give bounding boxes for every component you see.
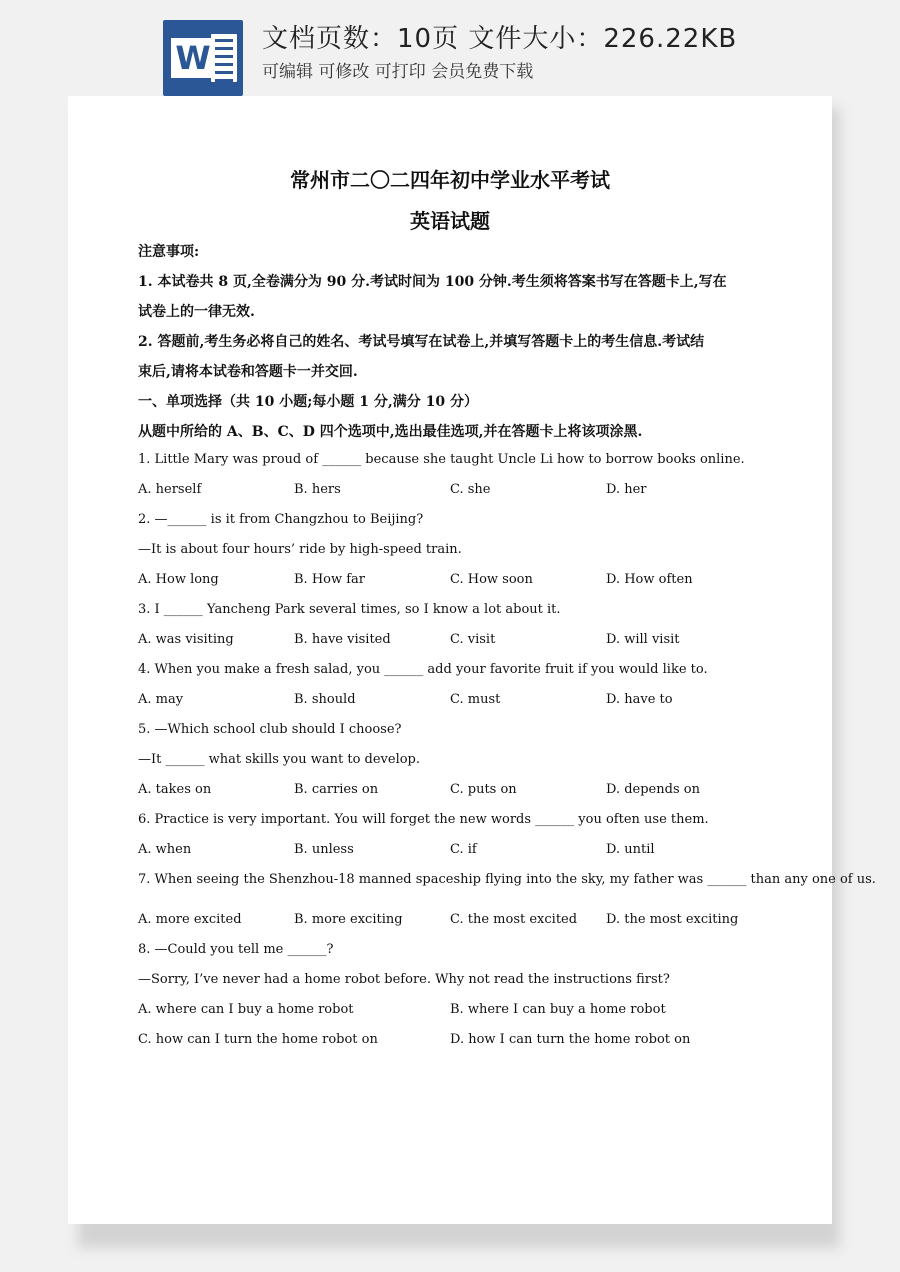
- question-8-stem: 8. —Could you tell me ______?: [138, 942, 334, 957]
- exam-subject: 英语试题: [410, 209, 490, 233]
- exam-title: 常州市二〇二四年初中学业水平考试: [290, 168, 610, 192]
- question-2-option-b: B. How far: [294, 572, 366, 587]
- question-2-option-c: C. How soon: [450, 572, 533, 587]
- question-4-option-a: A. may: [138, 692, 184, 707]
- question-7-option-d: D. the most exciting: [606, 912, 739, 927]
- question-5-answer-line: —It ______ what skills you want to develop.: [138, 752, 421, 767]
- word-document-icon: [163, 20, 243, 96]
- question-8-answer-line: —Sorry, I’ve never had a home robot before. Why not read the instructions first?: [138, 972, 670, 987]
- section-1-instructions: 从题中所给的 A、B、C、D 四个选项中,选出最佳选项,并在答题卡上将该项涂黑.: [138, 424, 643, 440]
- question-2-option-a: A. How long: [138, 572, 219, 587]
- question-3-option-d: D. will visit: [606, 632, 680, 647]
- question-1-option-d: D. her: [606, 482, 647, 497]
- question-7-option-c: C. the most excited: [450, 912, 578, 927]
- notice-heading: 注意事项:: [138, 244, 200, 260]
- section-1-heading: 一、单项选择（共 10 小题;每小题 1 分,满分 10 分）: [138, 394, 478, 410]
- document-page: [68, 96, 876, 1224]
- question-1-option-b: B. hers: [294, 482, 341, 497]
- question-2-answer-line: —It is about four hours’ ride by high-speed train.: [138, 542, 462, 557]
- notice-2-line-1: 2. 答题前,考生务必将自己的姓名、考试号填写在试卷上,并填写答题卡上的考生信息.考试结: [138, 334, 705, 350]
- document-meta-subtitle: 可编辑 可修改 可打印 会员免费下载: [262, 62, 534, 82]
- question-5-option-b: B. carries on: [294, 782, 379, 797]
- question-4-stem: 4. When you make a fresh salad, you ______ add your favorite fruit if you would like to.: [138, 662, 708, 677]
- question-4-option-c: C. must: [450, 692, 501, 707]
- question-3-option-c: C. visit: [450, 632, 496, 647]
- notice-1-line-2: 试卷上的一律无效.: [138, 304, 255, 320]
- question-6-option-d: D. until: [606, 842, 655, 857]
- question-7-option-b: B. more exciting: [294, 912, 403, 927]
- question-2-option-d: D. How often: [606, 572, 693, 587]
- question-8-option-d: D. how I can turn the home robot on: [450, 1032, 691, 1047]
- question-5-option-a: A. takes on: [138, 782, 212, 797]
- question-8-option-c: C. how can I turn the home robot on: [138, 1032, 378, 1047]
- question-5-option-c: C. puts on: [450, 782, 517, 797]
- question-7-option-a: A. more excited: [138, 912, 242, 927]
- question-6-stem: 6. Practice is very important. You will forget the new words ______ you often use them.: [138, 812, 709, 827]
- question-6-option-b: B. unless: [294, 842, 354, 857]
- question-3-option-b: B. have visited: [294, 632, 391, 647]
- question-8-option-a: A. where can I buy a home robot: [138, 1002, 354, 1017]
- question-3-option-a: A. was visiting: [138, 632, 234, 647]
- download-banner: [0, 0, 900, 100]
- question-6-option-a: A. when: [138, 842, 192, 857]
- question-3-stem: 3. I ______ Yancheng Park several times, so I know a lot about it.: [138, 602, 561, 617]
- question-7-stem: 7. When seeing the Shenzhou-18 manned spaceship flying into the sky, my father was ______ than any one of us.: [138, 872, 876, 887]
- notice-1-line-1: 1. 本试卷共 8 页,全卷满分为 90 分.考试时间为 100 分钟.考生须将答案书写在答题卡上,写在: [138, 274, 727, 290]
- question-1-option-a: A. herself: [138, 482, 202, 497]
- question-4-option-b: B. should: [294, 692, 356, 707]
- question-1-option-c: C. she: [450, 482, 491, 497]
- question-8-option-b: B. where I can buy a home robot: [450, 1002, 666, 1017]
- document-meta-title: 文档页数：10页 文件大小：226.22KB: [262, 24, 738, 54]
- question-2-stem: 2. —______ is it from Changzhou to Beijing?: [138, 512, 424, 527]
- question-6-option-c: C. if: [450, 842, 477, 857]
- question-4-option-d: D. have to: [606, 692, 673, 707]
- question-5-option-d: D. depends on: [606, 782, 700, 797]
- question-5-stem: 5. —Which school club should I choose?: [138, 722, 402, 737]
- notice-2-line-2: 束后,请将本试卷和答题卡一并交回.: [138, 364, 358, 380]
- question-1-stem: 1. Little Mary was proud of ______ because she taught Uncle Li how to borrow books online.: [138, 452, 745, 467]
- word-icon-letter: W: [171, 38, 215, 78]
